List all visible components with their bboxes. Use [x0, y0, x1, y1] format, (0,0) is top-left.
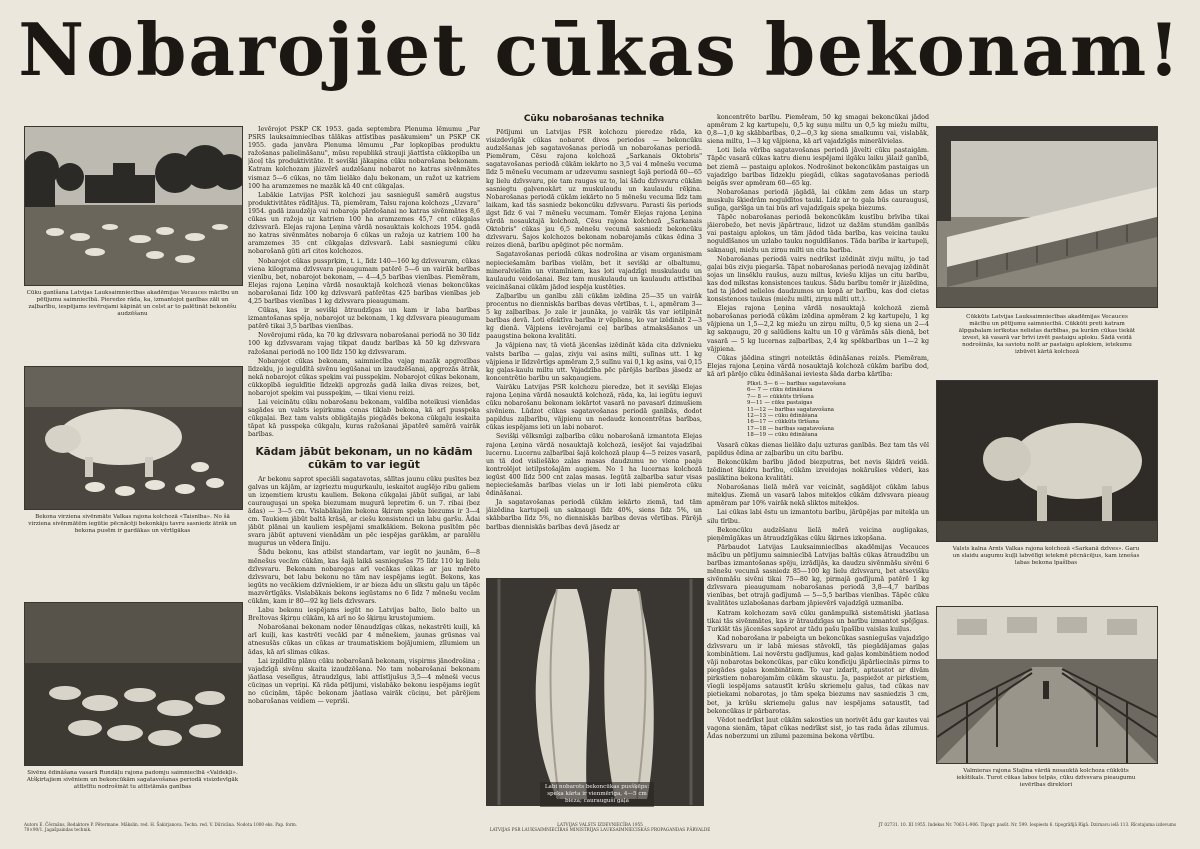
col1-paragraph: Labākie Latvijas PSR kolchozi jau sasniegušī samērā augstus produktivitātes rādītājus. Tā, piemēram, Talsu rajona kolchozs „Uzvara" 1954. gadā izaudzēja vai nobaroja pārdošanai no katras sivēnmātes 8,6 cūkas un ražoja uz katriem 100 ha aramzemes 45,7 cnt cūkgaļas dzīvsvarā. Elejas rajona Ļeņina vārdā nosauktais kolchozs 1954. gadā no katras sivēnmātes nobaroja 6 cūkas un ražoja uz katriem 100 ha aramzemes 35 cnt cūkgaļas dzīvsvarā. Labi sasniegumi cūku nobarošanā gūti arī citos kolchozos.: [248, 191, 480, 256]
col2-paragraph: Ja vājpiena nav, tā vietā jācenšas izēdināt kāda cita dzīvnieku valsts barība — gaļas, zivju vai asins milti, sulīnas utt. 1 kg vājpiena ir līdzvērtīgs apmēram 2,5 sulīnu vai 0,1 kg asins, vai 0,15 kg gaļas-kaulu miltu utt. Vajadzība pēc pārējās barības jāsedz ar koncentrētio barību un sakņaugiem.: [486, 342, 702, 382]
schedule-row: 12—13 — cūku ēdināšana: [747, 413, 818, 420]
caption-piggery-interior: Valmieras rajona Staļina vārdā nosauktā kolchoza cūkkūts iekštikals. Turot cūkas labos telpās, cūku dzīvsvara pieaugumu ievērības direktori: [956, 768, 1136, 788]
col1-paragraph: Labu bekonu iespējams iegūt no Latvijas balto, lielo balto un Breltovas šķirņu cūkām, kā arī no šo šķirņu krustojumiem.: [248, 607, 480, 623]
col3-paragraph: Cūkas jāēdina stingri noteiktās ēdināšanas reizēs. Piemēram, Elejas rajona Ļeņina vārdā nosauktajā kolchozā cūkām barību dod, kā arī pārējo cūku ēdināšanai ieviesta šāda darba kārtība:: [707, 354, 929, 378]
article-column-3: [707, 114, 929, 816]
footer-imprint-left: Autors E. Čēcmāns, Redaktore P. Pētermane. Mākslin. red. H. Šakirjanova. Techn. red. V. Dūricānа. Nodota 1000 eks. Pap. form. 70×90/1. Jagašpaindas technik.: [24, 822, 298, 833]
caption-sow: Bekona virziena sivēnmāte Valkas rajona kolchozā «Taisnība». No šā virziena sivēnmātēm iegūtie pēcnācēji bekonkāju tavru sasniedz ātrāk un bekona pusēm ir gardākas un vērtīgākas: [28, 514, 237, 534]
col3-paragraph: Lai cūkas labi ēstu un izmantotu barību, jārūpējas par mitekļa un silu tīrību.: [707, 509, 929, 525]
schedule-row: 18—19 — cūku ēdināšana: [747, 432, 818, 439]
schedule-row: Plkst. 5— 6 — barības sagatavošana: [747, 381, 846, 387]
schedule-row: 17—18 — barības sagatavošana: [747, 425, 835, 432]
col3-paragraph: Bekoncūkām barību jādod biezputras, bet nevis šķidrā veidā. Izēdinot šķidru barību, cūkām izveidojas nokārušies vēderi, kas pasliktina bekona kvalitāti.: [707, 458, 929, 483]
col3-paragraph: Nobarošanas periodā jāgādā, lai cūkām zem ādas un starp muskuļu šķiedrām noguldītos tauki. Lidz ar to gaļa būs cauraugusi, sulīga, garšīga un tai būs arī vajadzīgais speķa biezums.: [707, 188, 929, 213]
col1-paragraph: Lai izpildītu plānu cūku nobarošanā bekonam, vispirms jānodrošina ; vajadzīgā sivēnu skaita izaudzēšana. No tam nobarošanai bekonam jāatlasa veselīgus, ātraudzīgus, labi attīstījušus 3,5—4 mēneši vecus cūciņas un vepriņi. Kā rāda pētījumi, vislabāko bekonu iespējams iegūt no cūciņām, tāpēc bekonam jāatlasa vairāk cūciņu, bet pārējiem nobarošanas veidiem — vepriši.: [248, 657, 480, 706]
photo-sow-with-piglets: [24, 366, 243, 510]
col2-paragraph: Sevišķi vēlksmīgi zaļbarība cūku nobarošanā izmantota Elejas rajona Ļeņina vārdā nosauktajā kolchozā, iesējot šai vajadzībai lucernu. Lucernu zaļbarībai šajā kolchozā plaup 4—5 reizes vasarā, un tā dod visliešāko zaļas masas daudzumu no viena paaju kontrolējot ietilpstošajām augiem. No 1 ha lucernas kolchozā iegūst 400 līdz 500 cnt zaļas masas. Iegūtā zaļbarība satur visas nepieciešamās barības vielas un ir loti labi piemērota cūku ēdināšanai.: [486, 433, 702, 498]
col3-paragraph: Katram kolchozam savā cūku ganāmpulkā sistemātiski jāatlasa tikai tās sivēnmātes, kas ir ātraudzīgas un barību izmantot spējīgas. Turklāt tās jācenšas sapārot ar tādu pašu īpašību vaislas kuiļus.: [707, 609, 929, 633]
col3-paragraph: Nobarošanas lielā mērā var veicināt, sagādājot cūkām labus mitekļus. Ziemā un vasarā labos mitekļos cūkām dzīvsvara pieaug apmēram par 10% vairāk nekā sliktos mitekļos.: [707, 484, 929, 508]
caption-bacon-carcass: Labi nobarots bekoncūkas pusšķēps: speķa kārta ir vienmērīga, 4—5 cm bieza; caurauguši gaļa: [540, 782, 654, 807]
schedule-row: 16—17 — cūkkūts tīrīšana: [747, 419, 819, 426]
col1-paragraph: Cūkas, kas ir sevišķi ātraudzīgas un kam ir laba barības izmantošanas spēja, nobarojot uz bekonam, 1 kg dzīvsvara pieaugumam patērē tikai 3,5 barības vienības.: [248, 307, 480, 331]
caption-piggery-exterior: Cūkkūts Latvijas Lauksaimniecības akadēmijas Vecauces mācību un pētījumu saimniecībā. Cūkkūti preti katram ālpgabalam ierīkotas nelielas darbības, pa kurām cūkas tiekāt izvest, kā vasarā var brīvi izvēt pastaigu aploku. Šādā veidā nodrošinās, ka saviotu nolīt ar pastaigu aplokiem, ietekumu izbūvēt kārtā kolchozā: [958, 314, 1136, 355]
col3-paragraph: Vēdot nedrīkst ļaut cūkām sakosties un norivēt ādu gar kautes vai vagona sienām, tāpat cūkas nedrīkst sist, jo tas rada ādas zilumus. Ādas noberzumi un zilumi pazemina bekona vērtību.: [707, 716, 929, 740]
col2-paragraph: Ja sagatavošanas periodā cūkām iekārto ziemā, tad tām jāizēdina kartupeļi un sakņaugi līdz 40%, siens līdz 5%, un skābbarība līdz 5%, no dienniskās barības devas vērtības. Pārējā barības dienniskās barības devā jāsedz ar: [486, 499, 702, 531]
col3-paragraph: Bekoncūku audzēšanu lielā mērā veicina augligakas, pieņēmīgākas un ātraudzīgākas cūku šķirnes izkopšana.: [707, 526, 929, 542]
photo-boar: [936, 380, 1158, 542]
footer-publisher: [440, 822, 760, 832]
col1-paragraph: Šādu bekonu, kas atbilst standartam, var iegūt no jaunām, 6—8 mēnešus vecām cūkām, kas šajā laikā sasniegušas 75 līdz 110 kg lielu dzīvsvaru. Bekonam nobarogas arī vecākas cūkas ar jau mērēto dzīvsvaru, bet labu bekonu no tām nav iespējams iegūt. Bekons, kas iegūts no vecākiem dzīvniekiem, ir ar bieza ādu un sīkstu gaļu un tāpēc mazvērtīgāks. Vislabākais bekons iegūstams no 6 līdz 7 mēnešu vecām cūkām, kam ir 80—92 kg liels dzīvsvars.: [248, 549, 480, 605]
photo-bacon-carcass: [486, 578, 704, 806]
col2-paragraph: Zaļbarību un ganību zāli cūkām izēdina 25—35 un vairāk procentus no dienniskās barības devas vērtības, t. i., apmēram 3—5 kg zaļbarības. Jo zale ir jaunāka, jo vairāk tās var ietilpināt barības devā. Loti efektīva barība ir vēpliens, ko var izēdināt 2—3 kg dienā. Vājpiens ievērojami ceļ barības atmaksāšanos un paaugstina bekona kvalitāti.: [486, 292, 702, 341]
article-column-1: [248, 126, 480, 816]
schedule-row: 6— 7 — cūku ēdināšana: [747, 387, 813, 394]
col3-paragraph: Kad nobarošana ir pabeigta un bekoncūkas sasniegušas vajadzīgo dzīvsvaru un ir labā miesas stāvoklī, tās piegādājamas gaļas kombinātiem. Lai novērstu gadījumus, kad gaļas kombinātiem nodod vāji nobarotas bekoncūkas, par cūku kondīciju jāpārliecinās pirms to piegādes gaļas kombinātiem. To var izdarīt, aptaustot ar divām pirkstiem nobarojamām cūkām skaustu. Ja, paspiežot ar pirkstiem, vīegli iespējams sataustīt krūšu skriemeļu galus, tad cūkas nav pietiekami nobarotas, jo tām speķa biezums nav sasniedzis 3 cm, bet, ja krūšu skriemeļu galus nav iespējams sataustīt, tad bekoncūkas ir pārbarotas.: [707, 634, 929, 715]
col1-paragraph: Novērojumi rāda, ka 70 kg dzīvsvara nobarošanai periodā no 30 līdz 100 kg dzīvsvaram vajag tikpat daudz barības kā 50 kg dzīvsvara ražošanai periodā no 100 līdz 150 kg dzīvsvaram.: [248, 332, 480, 356]
col1-paragraph: Nobarojot cūkas pussprķim, t. i., līdz 140—160 kg dzīvsvaram, cūkas viena kilograma dzīvsvara pieaugumam patērē 5—6 un vairāk barības vienību, bet, nobarojot bekonam, — 4—4,5 barības vienības. Piemēram, Elejas rajona Ļeņina vārdā nosauktajā kolchozā vienas bekoncūkas nobarošanai līdz 100 kg dzīvsvarā patērētas 425 barības vienības jeb 4,25 barības vienības 1 kg dzīvsvara pieaugumam.: [248, 257, 480, 305]
col1-paragraph: Nobarošanai bekonam noder lēnaudzīgas cūkas, nekastrēti kuiļi, kā arī kuiļi, kas kastrēti vecākī par 4 mēnešiem, jaunas grūsnas vai atnesušās cūkas un cūkas ar traumatiskiem bojājumiem, zīlumiem un ādas, kā arī slimas cūkas.: [248, 624, 480, 656]
poster-title: Nobarojiet cūkas bekonam!: [18, 7, 1182, 92]
section-heading-technique: Cūku nobarošanas technika: [523, 114, 665, 124]
col3-paragraph: Nobarošanas periodā vairs nedrīkst izēdināt zivju miltu, jo tad gaļai būs zivju piegaršа. Tāpat nobarošanas periodā nevajag izēdināt sojas un linsēklu raušus, auzu miltus, kviešu klijas un citu barību, kas dod mīkstas konsistences taukus. Šādu barību tomēr ir jāizēdina, tad ta jādod nelielos daudzumos un kopā ar barību, kas dod cietas konsistences taukus (miežu milti, zirņu milti utt.).: [707, 255, 929, 304]
col3-paragraph: Vasarā cūkas dienas lielāko daļu uzturas ganībās. Bez tam tās vēl papildus ēdina ar zaļbarību un citu barību.: [707, 441, 929, 457]
schedule-row: 11—12 — barības sagatavošana: [747, 406, 835, 413]
col2-paragraph: Pētījumi un Latvijas PSR kolchozu pieredze rāda, ka visizdevīgāk cūkas nobarot divos periodos — bekoncūku audzēšanas jeb sagatavošanas periodā un nobarošanas periodā. Piemēram, Cēsu rajona kolchozā „Sarkanais Oktobris" sagatavošanas periodā cūkām iekārto no 3,5 vai 4 mēnešu vecuma līdz 5 mēnešu vecumam ar udzevumu sasniegt šajā periodā 60—65 kg lielu dzīvsvaru, pie tam raugas uz to, lai šādu dzīvsvaru cūkām sasniegtu gaļvenokārt uz muskulaudu un kaulaudu rēķina. Nobarošanas periodā cūkām iekārto no 5 mēnešu vecuma līdz tam laikam, kad tās sasniedz bekoncūku dzīvsvaru. Parasti šis periods ilgst līdz 6 vai 7 mēnešu vecumam. Tomēr Elejas rajona Ļeņina vārdā nosauktajā kolchozā, Cēsu rajona kolchozā „Sarkanais Oktobris" cūkas jau 6,5 mēnešu vecumā sasniedz bekoncūku dzīvsvaru. Šajos kolchozos bekonam nobarojamās cūkas ēdina 3 reizes dienā, barību apēģinot pēc normām.: [486, 129, 702, 250]
col3-paragraph: koncentrēto barību. Piemēram, 50 kg smagai bekoncūkai jādod apmēram 2 kg kartupeļu, 0,5 kg suņu miltu un 0,5 kg miežu miltu, 0,8—1,0 kg skābbarības, 0,2—0,3 kg siena smalkumu vai, vislabāk, siena miltu, 1—3 kg vājpiena, kā arī vajadzīgās minerālvielas.: [707, 114, 929, 146]
schedule-row: 7— 8 — cūkkūts tīrīšana: [747, 393, 814, 400]
col3-paragraph: Tāpēc nobarošanas periodā bekoncūkām kustību brīvība tikai jāierobežo, bet nevis jāpārtrauc, lidzot uz dažām stundām ganībās vai pastaigu aplokos, un tām jādod tāda barība, kas veicina tauku noguldīšanos un uzlabo tauku noguldīšanos. Tāda barība ir kartupeļi, sakņaugi, miežu un zirņu milti un cita barība.: [707, 214, 929, 254]
footer-publisher-line2: LATVIJAS PSR LAUKSAIMNIECĪBAS MINISTRIJAS LAUKSAIMNIECISKĀS PROPAGANDAS PĀRVALDE: [489, 827, 711, 833]
col1-paragraph: Ievērojot PSKP CK 1953. gada septembra Plenuma lēmumu „Par PSRS lauksaimniecības tālākas attīstības pasākumiem" un PSKP CK 1955. gada janvāra Plenuma lēmumu „Par lopkopības produktu ražošanas palielināšanu", mūsu republikā strauji jāattīsta cūkkopība un jāceļ tās produktivitāte. It sevišķi jākapina cūku nobarošana bekonam. Katram kolchozam jāizvērš audzēšanu nobarot no katras sivēnmātes vismaz 5—6 cūkas, no tām lielāko daļu bekonam, un ražot uz katriem 100 ha aramzemes ne mazāk kā 40 cnt cūkgaļas.: [248, 126, 480, 190]
col1-paragraph: Lai veicinātu cūku nobarošanu bekonam, valdība noteikusi vienādas sagādes un valsts iepirkuma cenas tiklab bekona, kā arī pusspeķa cūkgaļai. Bez tam valsts obligātajās piegādēs bekona cūkgaļu ieskaita tāpat kā pusspeķa cūkgaļu, kuras ražošanai jāpatērē samērā vairāk barības.: [248, 399, 480, 439]
photo-pigs-grazing: [24, 126, 243, 286]
photo-piggery-interior: [936, 606, 1158, 764]
section-heading-bacon-quality: Kādam jābūt bekonam, un no kādām cūkām to var iegūt: [255, 445, 473, 471]
photo-piggery-exterior: [936, 126, 1158, 308]
caption-pigs-grazing: Cūku ganīšana Latvijas Lauksaimniecības akadēmijas Vecauces mācību un pētījumu saimniecībā. Pieredze rāda, ka, izmantojot ganības zāli un zaļbarību, iespējams ievērojami kāpināt un celst ar to palētināt bekonēšu audzēšanu: [26, 290, 239, 317]
col1-paragraph: Ar bekonu saprot speciāli sagatavotas, sālītas jaunu cūku pusītes bez galvas un kājām, ar izgrieztu mugurkaulu, ieskaitot augšējo ribu galiem un izņemtiem krustu kauliem. Bekona cūkgaļai jābūt sulīgai, ar labi caurauguşai un speķa biezumam mugurā lepretim 6. un 7. ribai (bez ādas) — 3—5 cm. Vislabākajām bekona šķiram speķa biezums ir 3—4 cm. Taukiem jābūt baltā krāsā, ar ciešu konsistenci un labu garšu. Ādai jābūt plānai un kauliem iespējami smalkākiem. Bekona pusītēm pēc svara jābūt aptuveni vienādām un pēc iespējas garākām, ar paralēlu mugurus un vēdera līniju.: [248, 475, 480, 548]
schedule-row: 9—11 — cūku pastaigas: [747, 400, 813, 407]
caption-boar: Valsts kalna Arnīs Valkas rajona kolchozā «Sarkanā dzīves». Garu un slaidu augumu kuļļi labvēlīgi ietekmē pēcnācējus, kam iznešas labas bekona īpašības: [952, 546, 1140, 566]
col1-paragraph: Nobarojot cūkas bekonam, saimniecība vajag mazāk apgrozības līdzekļu, jo ieguldītā sivēnu iegūšanai un izaudzēšanai, apgrozās ātrāk, nekā nobarojot cūkas speķim vai pusspeķim. Nobarojot cūkas bekonam, cūkkopībā ieguldītie līdzekļi apgrozās gadā laika divas reizes, bet, nobarojot speķim vai pusspeķim, — tikai vienu reizi.: [248, 357, 480, 397]
daily-schedule: [747, 381, 929, 439]
col3-paragraph: Elejas rajona Ļeņina vārdā nosauktajā kolchozā ziemā nobarošanas periodā cūkām izēdina apmēram 2 kg kartupeļu, 1 kg vājpiena un 1,5—2,2 kg miežu un zirņu miltu, 0,5 kg siena un 2—4 kg sakņaugu, 20 g salūdiens kaltu un 10 g vārāmās sāls dienā, bet vasarā — 5 kg lucernas zaļbarības, 2,4 kg spēkbarības un 1—2 kg vājpiena.: [707, 305, 929, 353]
footer-imprint-right: JT 02731. 10. III 1955. Indekss Nr. 7063-L-906. Tipogr. pasūt. Nr. 599. Iespiests 6. tipogrāfijā Rīgā. Dzirnavu ielā 113. Rīcotajuma izdevums: [878, 822, 1176, 827]
article-column-2: [486, 114, 702, 574]
caption-piglets: Sivēnu ēdināšana vasarā Rundāļu rajona padomju saimniecībā «Valdekļi». Atšķirtajiem sivēniem un bekoncūkām sagatavošanas periodā visizdevīgāk attīstītu nodrošināt tu attīstāmās ganības: [26, 770, 239, 790]
footer-publisher-line1: LATVIJAS VALSTS IZDEVNIECĪBA 1955: [557, 822, 643, 827]
col2-paragraph: Sagatavošanas periodā cūkas nodrošina ar visam organismam nepieciešamām barības vielām, bet it sevišķi ar olbaltumu, mineralvielām un vitamīniem, kas ļoti vajadzīgi muskulaudu un kaulaudu veidošanai. Bez tam muskulaudu un kaulaudu attīstībai veicināšanai cūkām jādod iespēja kustēties.: [486, 251, 702, 291]
col3-paragraph: Pārbaudot Latvijas Lauksaimniecības akadēmijas Vecauces mācību un pētījumu saimniecībā Latvijas baltās cūkas ātraudzību un barības izmantošanas spēju, izrādījās, ka daudzu sivēnmāšu sivēni 6 mēnešu vecumā sasniedz 85—100 kg lielu dzīvsvaru, bet atsevišķu sivēnmāšu sivēni tikai 75—80 kg, pirmajā gadījumā patērē 1 kg dzīvsvara pieaugumam nobarošanas periodā 3,8—4,7 barības vienības, bet otrajā gadījumā — 5—5,5 barības vienības. Tāpēc cūku kvalitātes uzlabošanas darbam jāpievērš vajadzīgā uzmanība.: [707, 543, 929, 608]
col2-paragraph: Vairāku Latvijas PSR kolchozu pieredze, bet it sevišķi Elejas rajona Ļeņina vārdā nosauktā kolchozā, rāda, ka, lai iegūtu ieguvi cūku nobarošanu bekonam iekārtot vasarā no pavasarī dzimušiem sivēniem. Lūdzot cūkas sagatavošanas periodā ganībās, dodot papildus zaļbarību, vājpienu un nedaudz koncentrētas barības, cūkas iespējams ieti un labi nobarot.: [486, 383, 702, 432]
photo-piglets-feeding: [24, 602, 243, 766]
col3-paragraph: Loti liela vērība sagatavošanas periodā jāvelti cūku pastaigām. Tāpēc vasarā cūkas katru dienu iespējami ilgāku laiku jālaiž ganībā, bet ziemā — pastaigu aplokos. Nodrošinot bekoncūkām pastaigas un vajadzīgo barības līdzekļu piegādi, cūkas sagatavošanas periodā beigās sver apmēram 60—65 kg.: [707, 147, 929, 187]
